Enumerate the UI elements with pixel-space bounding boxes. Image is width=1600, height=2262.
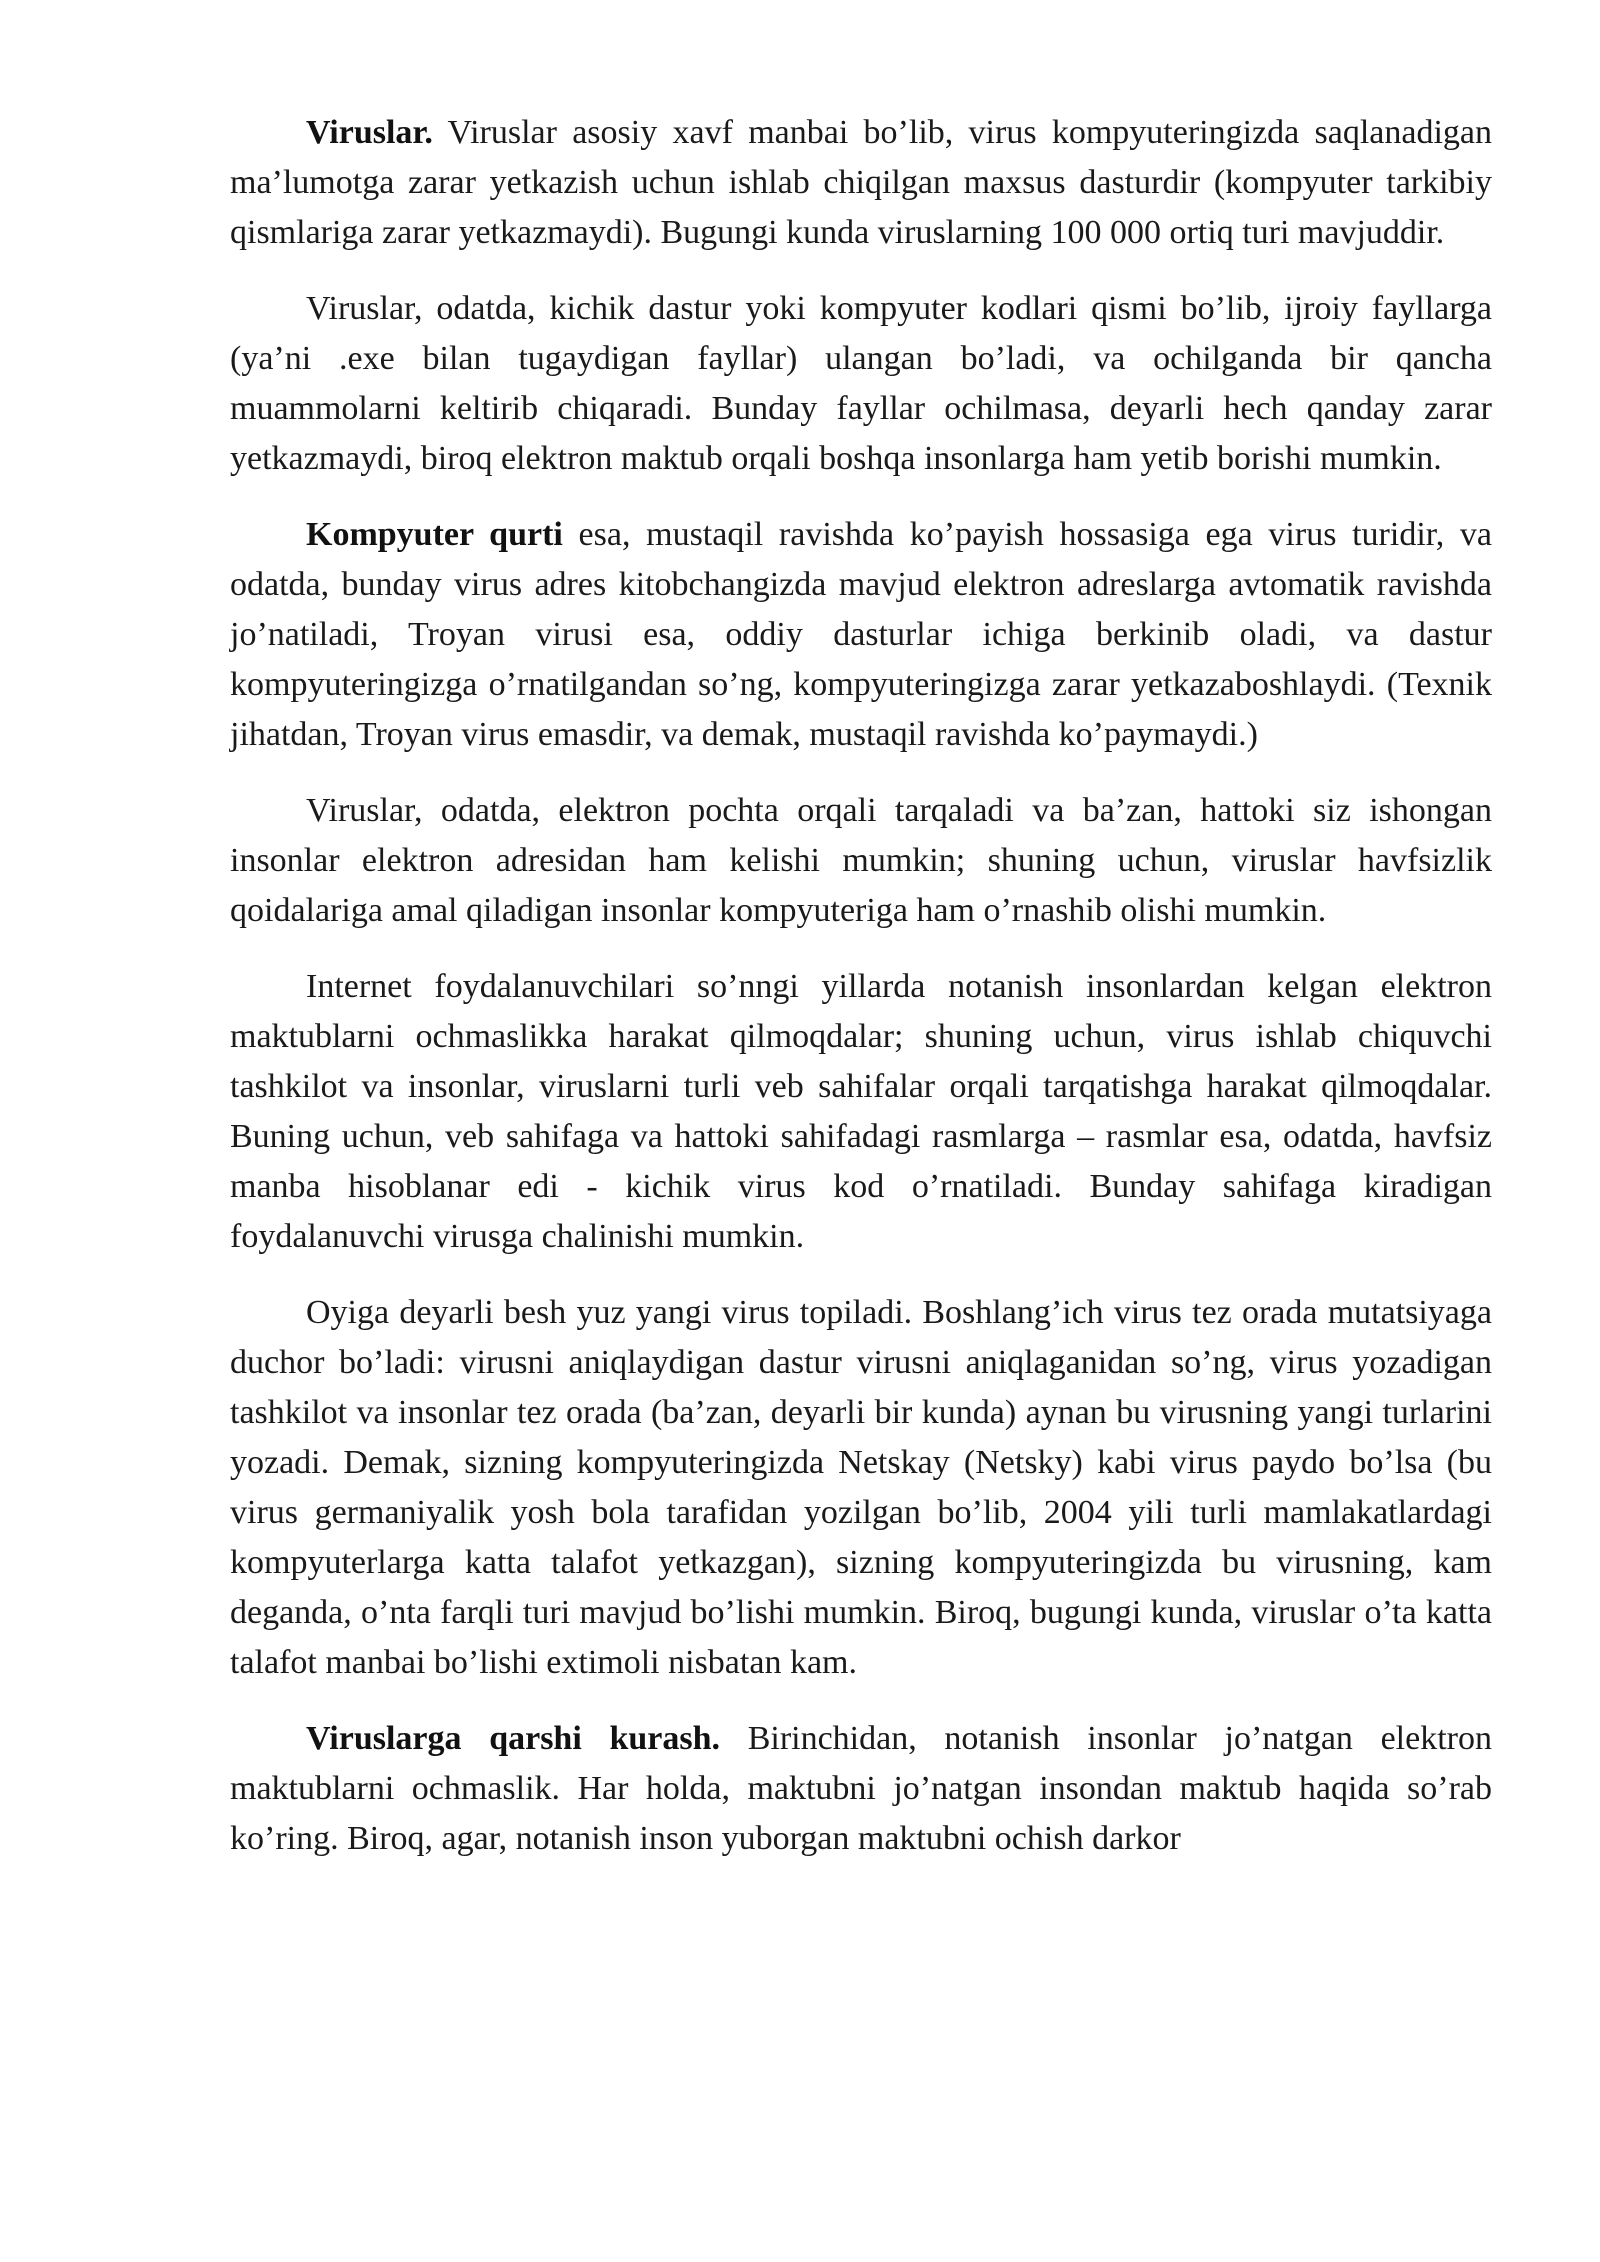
document-page xyxy=(230,108,1492,1890)
paragraph-kompyuter-qurti xyxy=(230,510,1492,760)
paragraph-email-spread xyxy=(230,786,1492,936)
paragraph-text: Internet foydalanuvchilari so’nngi yillarda notanish insonlardan kelgan elektron maktublarni ochmaslikka harakat qilmoqdalar; shuning uchun, virus ishlab chiquvchi tashkilot va insonlar, viruslarni turli veb sahifalar orqali tarqatishga harakat qilmoqdalar. Buning uchun, veb sahifaga va hattoki sahifadagi rasmlarga – rasmlar esa, odatda, havfsiz manba hisoblanar edi - kichik virus kod o’rnatiladi. Bunday sahifaga kiradigan foydalanuvchi virusga chalinishi mumkin. xyxy=(230,968,1492,1255)
paragraph-text: Viruslar asosiy xavf manbai bo’lib, virus kompyuteringizda saqlanadigan ma’lumotga zarar yetkazish uchun ishlab chiqilgan maxsus dasturdir (kompyuter tarkibiy qismlariga zarar yetkazmaydi). Bugungi kunda viruslarning 100 000 ortiq turi mavjuddir. xyxy=(230,114,1492,251)
paragraph-text: esa, mustaqil ravishda ko’payish hossasiga ega virus turidir, va odatda, bunday virus adres kitobchangizda mavjud elektron adreslarga avtomatik ravishda jo’natiladi, Troyan virusi esa, oddiy dasturlar ichiga berkinib oladi, va dastur kompyuteringizga o’rnatilgandan so’ng, kompyuteringizga zarar yetkazaboshlaydi. (Texnik jihatdan, Troyan virus emasdir, va demak, mustaqil ravishda ko’paymaydi.) xyxy=(230,516,1492,753)
paragraph-web-spread xyxy=(230,962,1492,1262)
heading-viruslar: Viruslar. xyxy=(306,114,433,151)
paragraph-text: Viruslar, odatda, kichik dastur yoki kompyuter kodlari qismi bo’lib, ijroiy fayllarga (ya’ni .exe bilan tugaydigan fayllar) ulangan bo’ladi, va ochilganda bir qancha muammolarni keltirib chiqaradi. Bunday fayllar ochilmasa, deyarli hech qanday zarar yetkazmaydi, biroq elektron maktub orqali boshqa insonlarga ham yetib borishi mumkin. xyxy=(230,290,1492,477)
paragraph-text: Birinchidan, notanish insonlar jo’natgan elektron maktublarni ochmaslik. Har holda, maktubni jo’natgan insondan maktub haqida so’rab ko’ring. Biroq, agar, notanish inson yuborgan maktubni ochish darkor xyxy=(230,1720,1492,1857)
paragraph-viruslarga-qarshi-kurash xyxy=(230,1714,1492,1864)
heading-kompyuter-qurti: Kompyuter qurti xyxy=(306,516,563,553)
paragraph-virus-description xyxy=(230,284,1492,484)
heading-viruslarga-qarshi-kurash: Viruslarga qarshi kurash. xyxy=(306,1720,721,1757)
paragraph-text: Oyiga deyarli besh yuz yangi virus topiladi. Boshlang’ich virus tez orada mutatsiyaga duchor bo’ladi: virusni aniqlaydigan dastur virusni aniqlaganidan so’ng, virus yozadigan tashkilot va insonlar tez orada (ba’zan, deyarli bir kunda) aynan bu virusning yangi turlarini yozadi. Demak, sizning kompyuteringizda Netskay (Netsky) kabi virus paydo bo’lsa (bu virus germaniyalik yosh bola tarafidan yozilgan bo’lib, 2004 yili turli mamlakatlardagi kompyuterlarga katta talafot yetkazgan), sizning kompyuteringizda bu virusning, kam deganda, o’nta farqli turi mavjud bo’lishi mumkin. Biroq, bugungi kunda, viruslar o’ta katta talafot manbai bo’lishi extimoli nisbatan kam. xyxy=(230,1294,1492,1681)
paragraph-viruslar xyxy=(230,108,1492,258)
paragraph-text: Viruslar, odatda, elektron pochta orqali tarqaladi va ba’zan, hattoki siz ishongan insonlar elektron adresidan ham kelishi mumkin; shuning uchun, viruslar havfsizlik qoidalariga amal qiladigan insonlar kompyuteriga ham o’rnashib olishi mumkin. xyxy=(230,792,1492,929)
paragraph-mutation xyxy=(230,1288,1492,1688)
